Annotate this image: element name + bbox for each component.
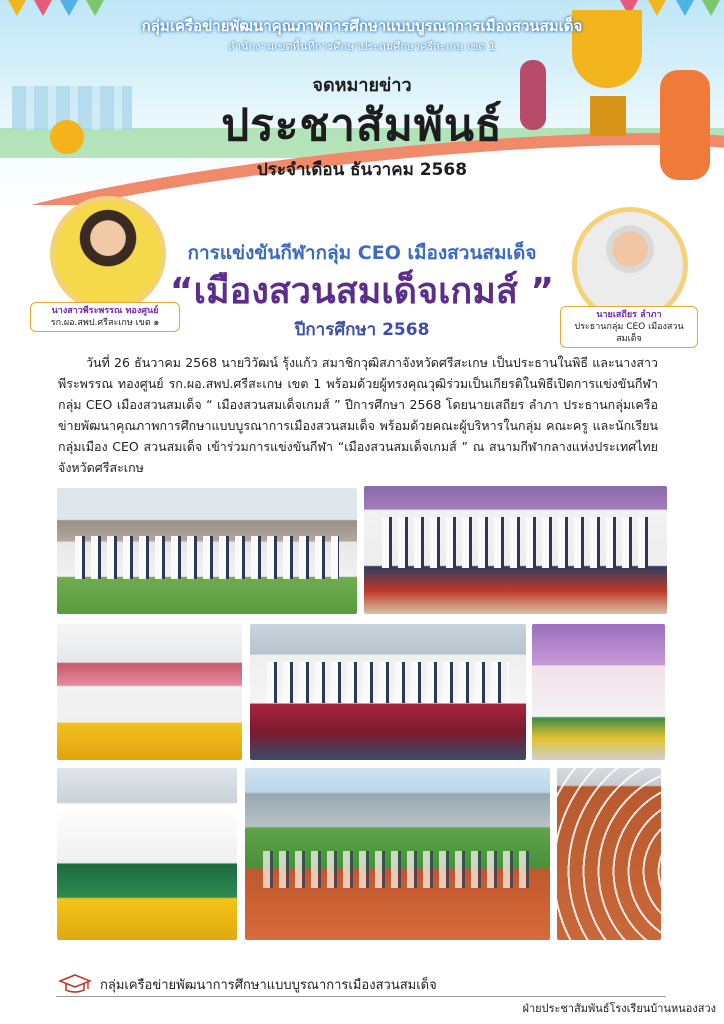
event-title-line3: ปีการศึกษา 2568	[294, 320, 430, 340]
event-title-line1: การแข่งขันกีฬากลุ่ม CEO เมืองสวนสมเด็จ	[187, 242, 537, 264]
photo-opening-ceremony-lineup	[57, 488, 357, 614]
month-label: ประจำเดือน ธันวาคม 2568	[256, 160, 468, 180]
page-title: ประชาสัมพันธ์	[221, 100, 503, 151]
footer-divider	[56, 996, 666, 997]
track-lanes	[557, 768, 661, 940]
photo-cheerleaders-group	[250, 624, 526, 760]
photo-officials-group	[364, 486, 667, 614]
newsletter-label: จดหมายข่าว	[312, 75, 412, 96]
photo-trophy-winner	[57, 768, 237, 940]
person-name: นางสาวพีระพรรณ ทองศูนย์	[51, 306, 159, 316]
photo-stadium-parade	[245, 768, 550, 940]
person-name: นายเสถียร ลำภา	[596, 310, 662, 320]
footer-publisher: ฝ่ายประชาสัมพันธ์โรงเรียนบ้านหนองสวง	[522, 1002, 716, 1015]
office-name: สำนักงานเขตพื้นที่การศึกษาประถมศึกษาศรีสะเกษ เขต 1	[228, 40, 496, 53]
event-title-line2: “เมืองสวนสมเด็จเกมส์ ”	[169, 271, 555, 312]
name-card-right	[560, 306, 698, 348]
photo-award-handover	[57, 624, 242, 760]
graduation-cap-icon	[58, 974, 92, 994]
network-name: กลุ่มเครือข่ายพัฒนาคุณภาพการศึกษาแบบบูรณาการเมืองสวนสมเด็จ	[141, 17, 583, 35]
header-banner	[0, 0, 724, 205]
portrait-left	[50, 196, 166, 312]
person-role: รก.ผอ.สพป.ศรีสะเกษ เขต ๑	[50, 318, 160, 328]
article-body: วันที่ 26 ธันวาคม 2568 นายวิวัฒน์ รุ้งแก้ว สมาชิกวุฒิสภาจังหวัดศรีสะเกษ เป็นประธานในพิธี และนางสาวพีระพรรณ ทองศูนย์ รก.ผอ.สพป.ศรีสะเกษ เขต 1 พร้อมด้วยผู้ทรงคุณวุฒิร่วมเป็นเกียรติในพิธีเปิดการแข่งขันกีฬากลุ่ม CEO เมืองสวนสมเด็จ “ เมืองสวนสมเด็จเกมส์ ” ปีการศึกษา 2568 โดยนายเสถียร ลำภา ประธานกลุ่มเครือข่ายพัฒนาคุณภาพการศึกษาแบบบูรณาการเมืองสวนสมเด็จ พร้อมด้วยคณะผู้บริหารในกลุ่ม คณะครู และนักเรียนกลุ่มเมือง CEO สวนสมเด็จ เข้าร่วมการแข่งขันกีฬา “เมืองสวนสมเด็จเกมส์ ” ณ สนามกีฬากลางแห่งประเทศไทยจังหวัดศรีสะเกษ	[58, 355, 658, 475]
person-role: ประธานกลุ่ม CEO เมืองสวนสมเด็จ	[574, 322, 684, 344]
photo-podium-winners	[532, 624, 665, 760]
photo-track-race	[557, 768, 661, 940]
footer-network-name: กลุ่มเครือข่ายพัฒนาการศึกษาแบบบูรณาการเมืองสวนสมเด็จ	[100, 978, 437, 993]
